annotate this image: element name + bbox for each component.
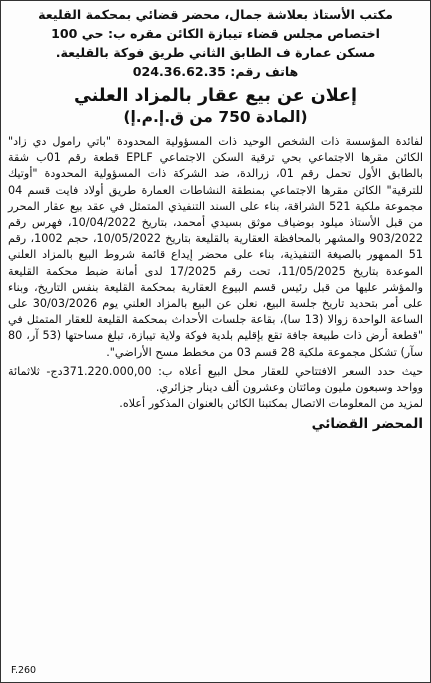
notice-subtitle: (المادة 750 من ق.إ.م.إ) xyxy=(123,108,308,126)
signature: المحضر القضائي xyxy=(311,416,423,433)
notice-body xyxy=(8,134,423,412)
office-phone: هاتف رقم: 024.36.62.35 xyxy=(132,64,299,79)
reference-code: F.260 xyxy=(11,665,37,676)
notice-paragraph-main: لفائدة المؤسسة ذات الشخص الوحيد ذات المسؤولية المحدودة "باتي رامول دي زاد" الكائن مقرها الاجتماعي بحي ترقية السكن الاجتماعي EPLF قطعة رقم 01ب شقة بالطابق الأول تحمل رقم 01، زرالدة، ضد الشركة ذات المسؤولية المحدودة "أوتيك للترقية" الكائن مقرها الاجتماعي بمنطقة النشاطات العمارة طريق أولاد فايت قسم 04 مجموعة ملكية 521 الشراقة، بناء على السند التنفيذي المتمثل في عقد بيع عقار المحرر من قبل الأستاذ ميلود بوضياف موثق بسيدي أمحمد، بتاريخ 10/04/2022، فهرس رقم 903/2022 والمشهر بالمحافظة العقارية بالقليعة بتاريخ 10/05/2022، حجم 1002، رقم 51 الممهور بالصيغة التنفيذية، بناء على محضر إيداع قائمة شروط البيع بالمزاد العلني الموعدة بتاريخ 11/05/2025، تحت رقم 17/2025 لدى أمانة ضبط محكمة القليعة والمؤشر عليها من قبل رئيس قسم البيوع العقارية بمحكمة القليعة بنفس التاريخ، وبناء على أمر بتحديد تاريخ جلسة البيع، نعلن عن البيع بالمزاد العلني يوم 30/03/2026 على الساعة الواحدة زوالا (13 سا)، بقاعة جلسات الأحداث بمحكمة القليعة للعقار المتمثل في "قطعة أرض ذات طبيعة جافة تقع بإقليم بلدية فوكة ولاية تيبازة، تبلغ مساحتها (53 آر، 80 سآر) تشكل مجموعة ملكية 28 قسم 03 من مخطط مسح الأراضي". xyxy=(8,135,424,359)
notice-paragraph-price: حيث حدد السعر الافتتاحي للعقار محل البيع أعلاه ب: 371.220.000,00دج- ثلاثمائة وواحد وسبعون مليون ومائتان وعشرون ألف دينار جزائري. xyxy=(8,364,423,395)
office-address-line-1: اختصاص مجلس قضاء تيبازة الكائن مقره ب: حي 100 xyxy=(51,26,380,41)
notice-paragraph-contact: لمزيد من المعلومات الاتصال بمكتبنا الكائن بالعنوان المذكور أعلاه. xyxy=(119,397,423,411)
office-name-line: مكتب الأستاذ بعلاشة جمال، محضر قضائي بمحكمة القليعة xyxy=(38,7,393,22)
notice-title: إعلان عن بيع عقار بالمزاد العلني xyxy=(74,86,357,106)
office-address-line-2: مسكن عمارة ف الطابق الثاني طريق فوكة بالقليعة. xyxy=(55,45,376,60)
